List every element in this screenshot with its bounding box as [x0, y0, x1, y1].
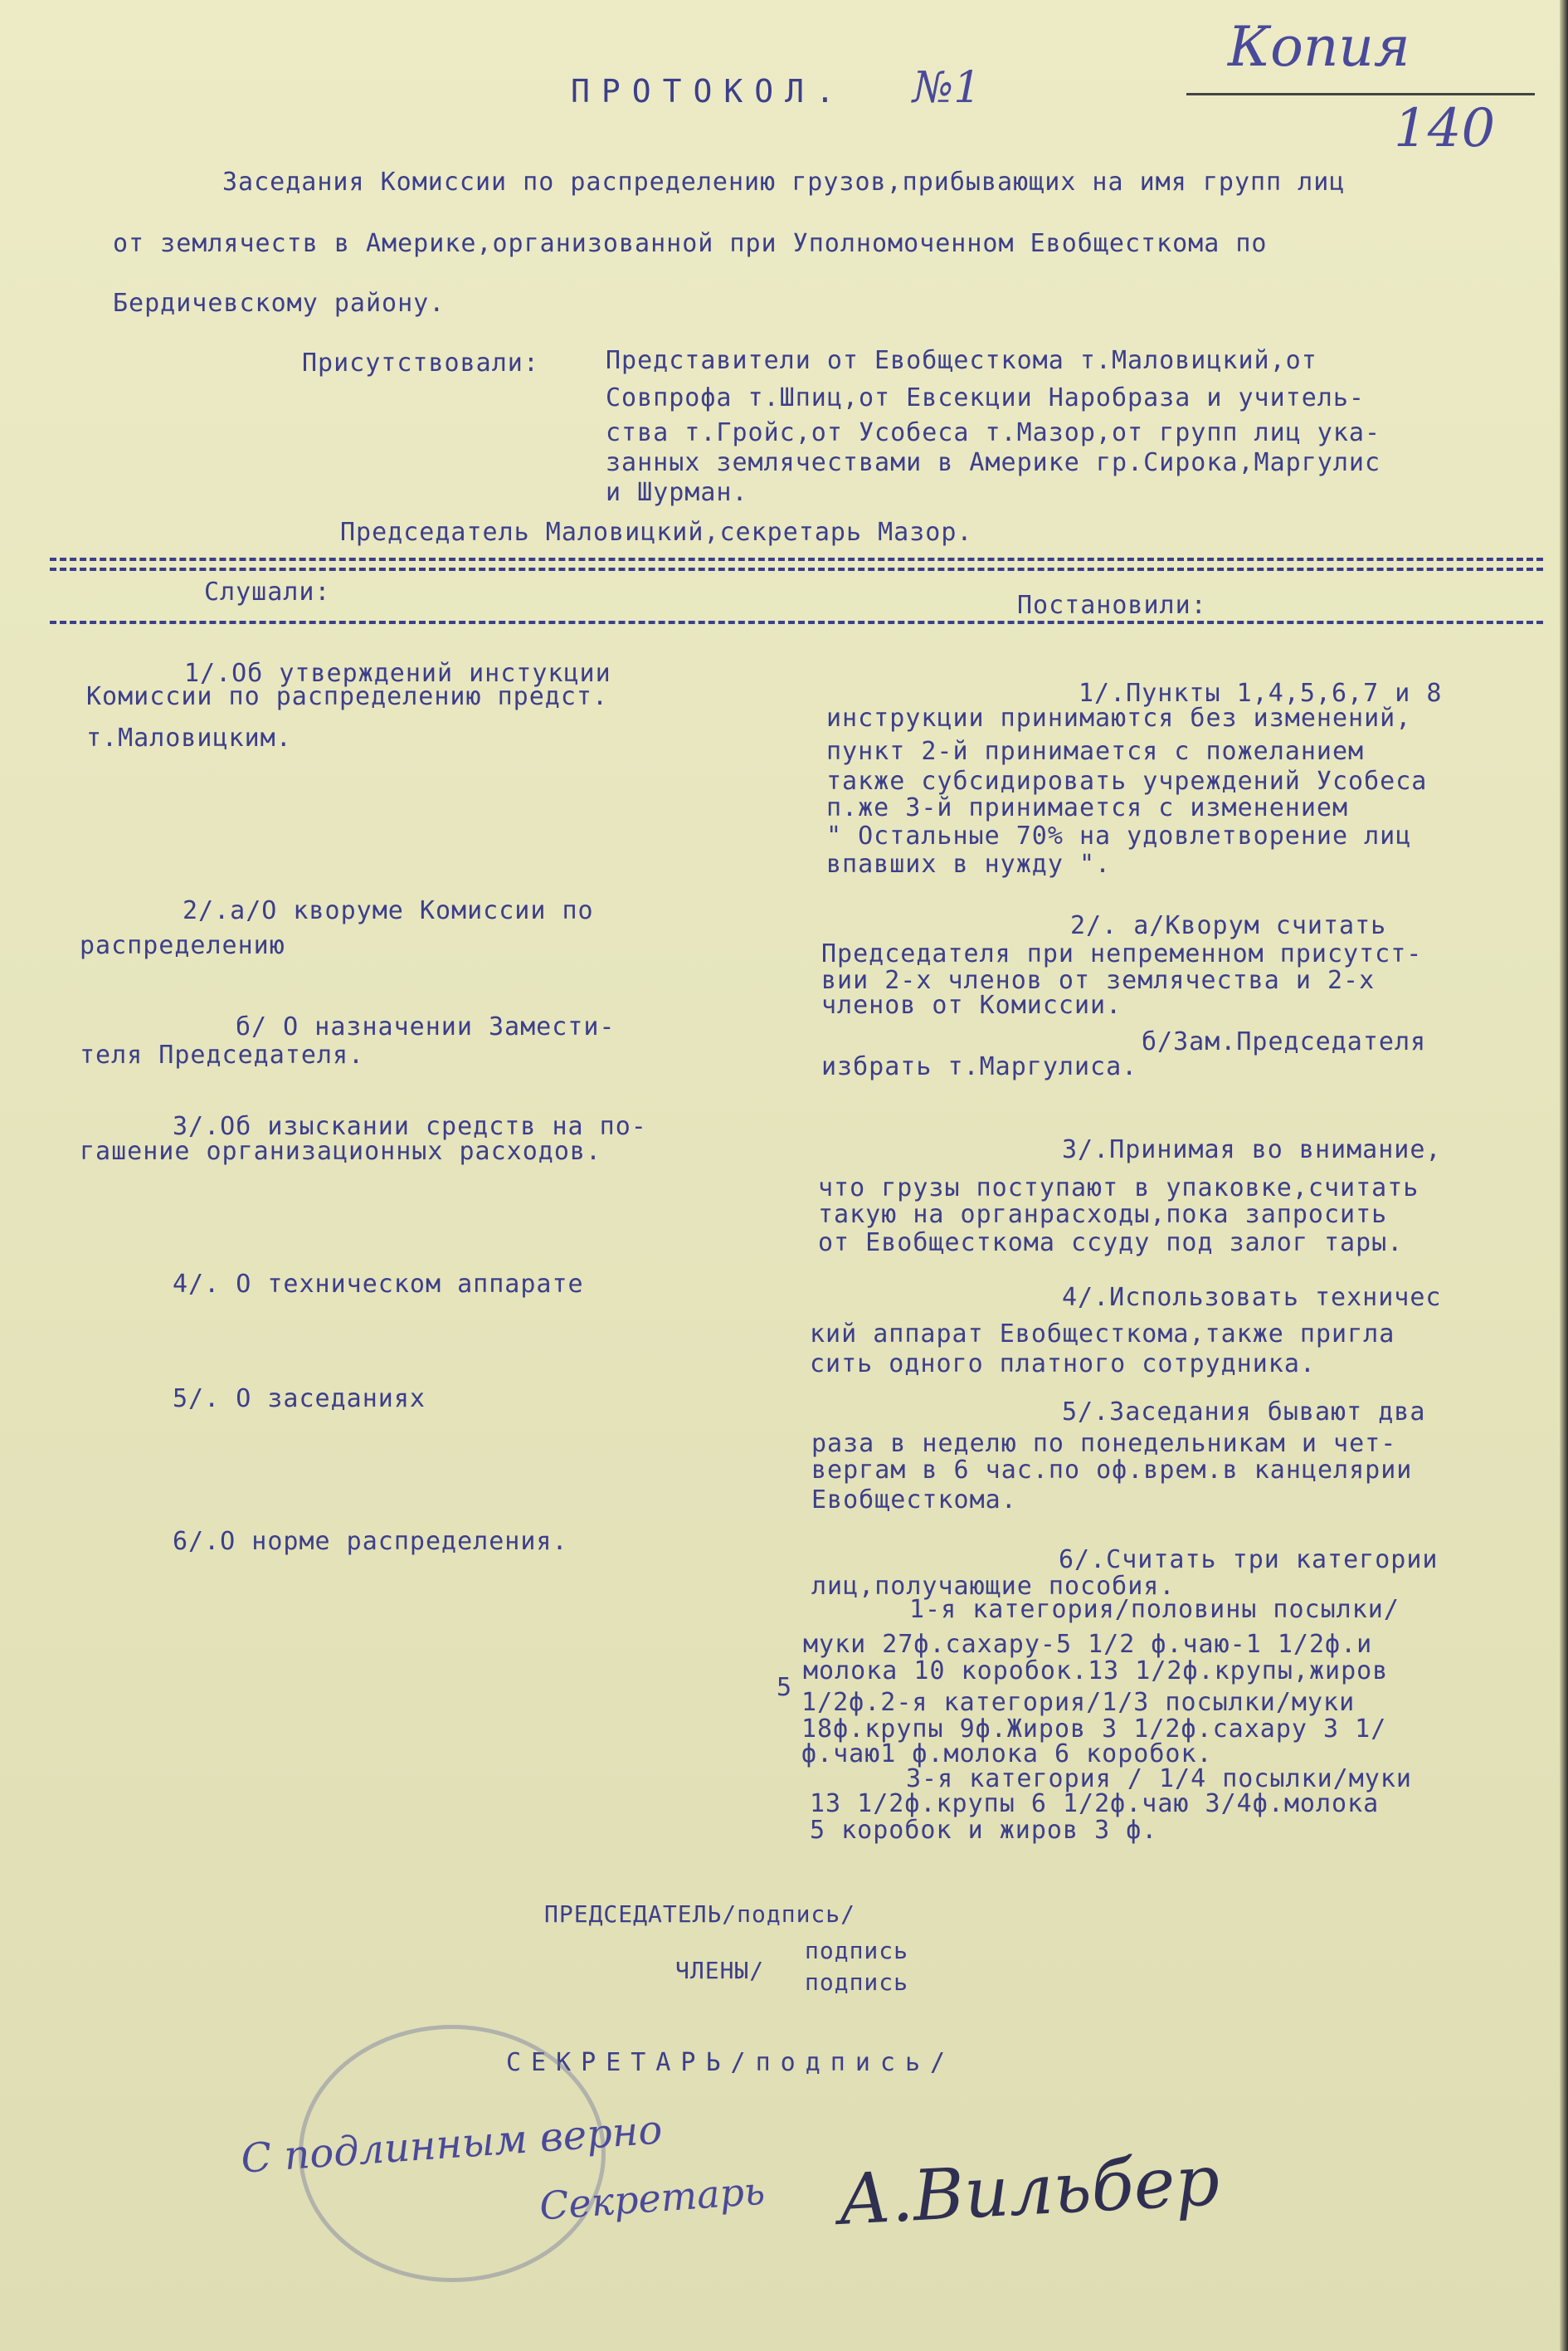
certification-line-1: С подлинным верно: [239, 2106, 665, 2183]
secretary-signature: СЕКРЕТАРЬ/подпись/: [506, 2048, 956, 2077]
intro-line-1: Заседания Комиссии по распределению грузов,прибывающих на имя групп лиц: [222, 168, 1346, 197]
archive-underline: [1186, 93, 1535, 95]
decided-item-3-line-3: такую на органрасходы,пока запросить: [818, 1200, 1388, 1229]
decided-item-1-line-1: 1/.Пункты 1,4,5,6,7 и 8: [1079, 679, 1443, 708]
chairman-signature: ПРЕДСЕДАТЕЛЬ/подпись/: [544, 1900, 856, 1928]
heard-item-2a-line-2: распределению: [80, 931, 285, 960]
decided-item-3-line-2: что грузы поступают в упаковке,считать: [818, 1173, 1419, 1202]
chair-line: Председатель Маловицкий,секретарь Мазор.: [340, 518, 973, 547]
decided-item-6-line-3: 1-я категория/половины посылки/: [909, 1595, 1400, 1624]
decided-item-6-line-5: молока 10 коробок.13 1/2ф.крупы,жиров: [803, 1656, 1389, 1685]
decided-item-2-line-1: 2/. а/Кворум считать: [1070, 911, 1387, 940]
heard-item-3-line-2: гашение организационных расходов.: [80, 1137, 602, 1166]
decided-item-2b-line-2: избрать т.Маргулиса.: [821, 1052, 1138, 1081]
heard-item-2b-line-1: б/ О назначении Замести-: [236, 1012, 616, 1041]
intro-line-2: от землячеств в Америке,организованной при Уполномоченном Евобщесткома по: [113, 229, 1268, 258]
page-edge-shadow: [1560, 0, 1568, 2351]
archive-mark: Копия: [1228, 15, 1410, 79]
present-line-5: и Шурман.: [606, 478, 748, 507]
decided-item-2-line-3: вии 2-х членов от землячества и 2-х: [821, 966, 1376, 995]
present-line-3: ства т.Гройс,от Усобеса т.Мазор,от групп лиц ука-: [606, 418, 1381, 447]
page-title: ПРОТОКОЛ.: [571, 73, 846, 110]
decided-item-6-line-9: 3-я категория / 1/4 посылки/муки: [906, 1764, 1412, 1793]
present-line-4: занных землячествами в Америке гр.Сирока,Маргулис: [606, 448, 1381, 477]
separator-mid: [50, 621, 1543, 624]
decided-item-3-line-1: 3/.Принимая во внимание,: [1062, 1135, 1442, 1164]
decided-item-4-line-2: кий аппарат Евобщесткома,также пригла: [810, 1319, 1395, 1349]
decided-item-1-line-6: " Остальные 70% на удовлетворение лиц: [826, 822, 1412, 851]
decided-item-6-line-2: лиц,получающие пособия.: [811, 1572, 1176, 1601]
present-line-1: Представители от Евобщесткома т.Маловицкий,от: [606, 346, 1317, 375]
decided-item-5-line-4: Евобщесткома.: [811, 1485, 1017, 1514]
heard-item-2a-line-1: 2/.а/О кворуме Комиссии по: [183, 896, 594, 925]
certification-line-2: Секретарь: [538, 2168, 767, 2229]
decided-item-2-line-4: членов от Комиссии.: [821, 991, 1122, 1020]
decided-item-2b-line-1: б/Зам.Председателя: [1142, 1027, 1427, 1056]
separator-top-1: [50, 558, 1543, 561]
decided-item-1-line-2: инструкции принимаются без изменений,: [826, 704, 1412, 733]
decided-item-5-line-3: вергам в 6 час.по оф.врем.в канцелярии: [811, 1456, 1413, 1485]
decided-item-4-line-3: сить одного платного сотрудника.: [810, 1349, 1316, 1378]
decided-item-1-line-7: впавших в нужду ".: [826, 850, 1112, 879]
decided-item-2-line-2: Председателя при непременном присутст-: [821, 939, 1423, 968]
decided-item-4-line-1: 4/.Использовать техничес: [1062, 1283, 1442, 1312]
protocol-number: №1: [913, 63, 981, 113]
heard-item-1-line-1: 1/.Об утверждений инстукции: [184, 659, 611, 688]
decided-item-1-line-5: п.же 3-й принимается с изменением: [826, 793, 1349, 822]
present-line-2: Совпрофа т.Шпиц,от Евсекции Наробраза и учитель-: [606, 383, 1365, 412]
decided-item-6-line-1: 6/.Считать три категории: [1059, 1545, 1439, 1574]
heard-item-4: 4/. О техническом аппарате: [173, 1270, 584, 1299]
decided-item-6-line-11: 5 коробок и жиров 3 ф.: [810, 1816, 1158, 1845]
sheet-number: 140: [1394, 98, 1496, 159]
decided-item-1-line-3: пункт 2-й принимается с пожеланием: [826, 737, 1365, 766]
decided-item-6-line-10: 13 1/2ф.крупы 6 1/2ф.чаю 3/4ф.молока: [810, 1789, 1380, 1818]
decided-item-6-line-6: 1/2ф.2-я категория/1/3 посылки/муки: [801, 1688, 1356, 1717]
decided-item-6-line-8: ф.чаю1 ф.молока 6 коробок.: [801, 1739, 1213, 1768]
heard-item-1-line-3: т.Маловицким.: [86, 724, 292, 753]
present-label: Присутствовали:: [302, 349, 539, 378]
decided-item-1-line-4: также субсидировать учреждений Усобеса: [826, 767, 1428, 796]
decided-item-5-line-1: 5/.Заседания бывают два: [1062, 1397, 1426, 1427]
decided-header: Постановили:: [1017, 591, 1207, 620]
member-signature-2: подпись: [805, 1968, 909, 1996]
margin-number: 5: [777, 1673, 793, 1702]
secretary-handwritten-signature: А.Вильбер: [835, 2139, 1222, 2241]
member-signature-1: подпись: [805, 1937, 909, 1964]
heard-item-2b-line-2: теля Председателя.: [80, 1041, 365, 1070]
decided-item-5-line-2: раза в неделю по понедельникам и чет-: [811, 1429, 1397, 1458]
decided-item-6-line-4: муки 27ф.сахару-5 1/2 ф.чаю-1 1/2ф.и: [803, 1630, 1373, 1659]
heard-item-6: 6/.О норме распределения.: [173, 1527, 568, 1556]
decided-item-6-line-7: 18ф.крупы 9ф.Жиров 3 1/2ф.сахару 3 1/: [801, 1714, 1387, 1744]
heard-item-5: 5/. О заседаниях: [173, 1384, 426, 1413]
intro-line-3: Бердичевскому району.: [113, 289, 446, 318]
decided-item-3-line-4: от Евобщесткома ссуду под залог тары.: [818, 1228, 1404, 1257]
heard-item-1-line-2: Комиссии по распределению предст.: [86, 682, 609, 711]
heard-item-3-line-1: 3/.Об изыскании средств на по-: [173, 1112, 647, 1141]
separator-top-2: [50, 568, 1543, 571]
members-label: ЧЛЕНЫ/: [675, 1957, 765, 1984]
heard-header: Слушали:: [204, 578, 331, 607]
